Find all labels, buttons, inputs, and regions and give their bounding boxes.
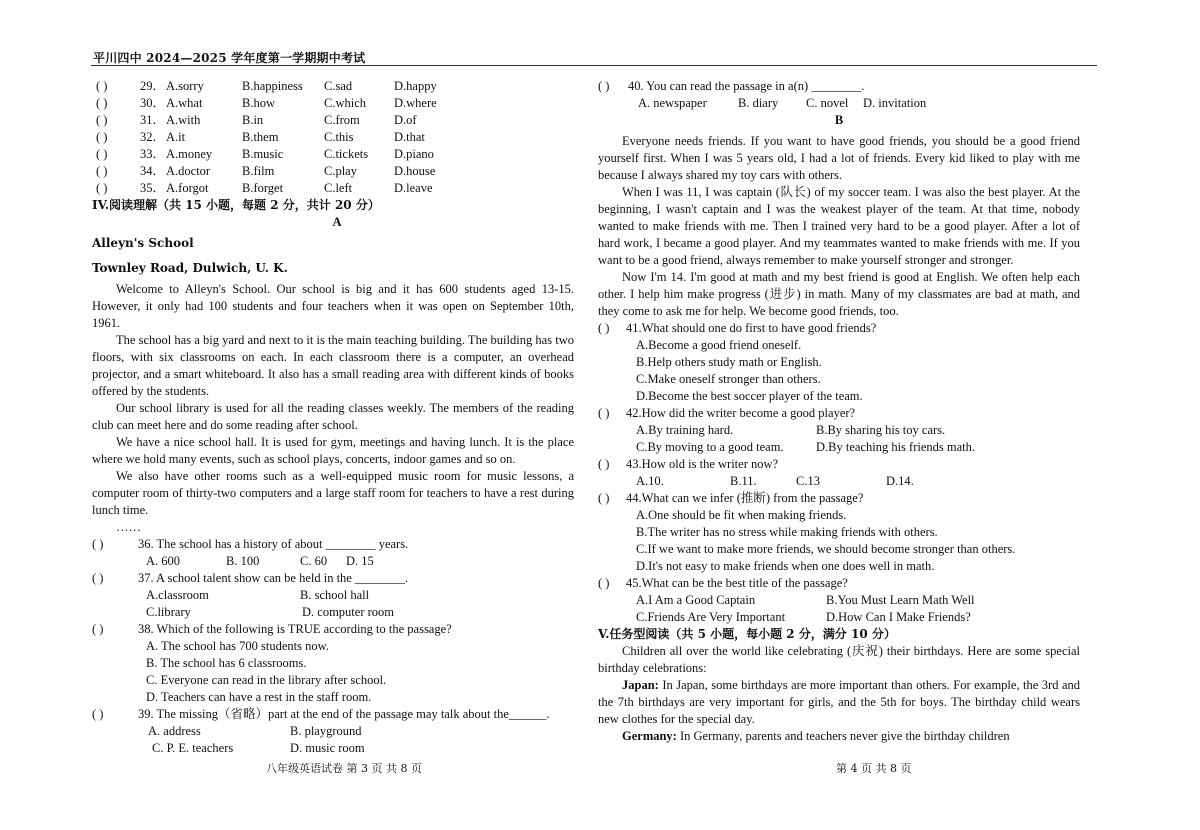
option: A.I Am a Good Captain: [636, 593, 756, 607]
answer-blank[interactable]: ( ): [598, 406, 610, 420]
option: B.how: [242, 96, 275, 110]
question-45-options: [598, 609, 1080, 626]
option: A.classroom: [146, 588, 209, 602]
question-44: [598, 490, 1080, 507]
option: B. The school has 6 classrooms.: [146, 656, 307, 670]
option: B.music: [242, 147, 284, 161]
left-column: [92, 78, 574, 757]
question-39: [92, 706, 574, 723]
exam-header: 平川四中 2024—2025 学年度第一学期期中考试: [93, 51, 366, 65]
japan-label: Japan:: [622, 678, 659, 692]
option: B.11.: [730, 474, 757, 488]
question-text: 41.What should one do first to have good friends?: [626, 321, 877, 335]
answer-blank[interactable]: ( ): [598, 491, 610, 505]
option: B.happiness: [242, 79, 303, 93]
question-42: [598, 405, 1080, 422]
answer-blank[interactable]: ( ): [92, 707, 104, 721]
option: C.play: [324, 164, 357, 178]
cloze-row: [92, 163, 574, 180]
option: D.It's not easy to make friends when one does well in math.: [636, 559, 935, 573]
answer-blank[interactable]: ( ): [96, 147, 108, 161]
option: C.Make oneself stronger than others.: [636, 372, 821, 386]
question-39-options: [92, 723, 574, 740]
germany-label: Germany:: [622, 729, 677, 743]
option: C.library: [146, 605, 191, 619]
answer-blank[interactable]: ( ): [96, 164, 108, 178]
option: D. music room: [290, 741, 365, 755]
japan-text: In Japan, some birthdays are more important than others. For example, the 3rd and the 7th birthdays are very important for girls, and the 5th for boys. The birthday child wears new clothes for the special day.: [598, 678, 1080, 726]
answer-blank[interactable]: ( ): [92, 571, 104, 585]
question-43: [598, 456, 1080, 473]
option: C.which: [324, 96, 367, 110]
cloze-row: [92, 129, 574, 146]
question-text: 42.How did the writer become a good player?: [626, 406, 856, 420]
school-address: Townley Road, Dulwich, U. K.: [92, 261, 288, 275]
option: B.forget: [242, 181, 284, 195]
option: C. 60: [300, 554, 328, 568]
option: C.If we want to make more friends, we should become stronger than others.: [636, 542, 1016, 556]
question-text: 39. The missing（省略）part at the end of the passage may talk about the______.: [138, 707, 550, 721]
right-page-footer: 第 4 页 共 8 页: [836, 762, 912, 775]
question-39-options: [92, 740, 574, 757]
question-text: 38. Which of the following is TRUE according to the passage?: [138, 622, 452, 636]
question-40-options: [598, 95, 1080, 112]
question-37-options: [92, 587, 574, 604]
answer-blank[interactable]: ( ): [598, 321, 610, 335]
question-text: 44.What can we infer (推断) from the passage?: [626, 491, 864, 505]
passage-a-paragraph: We have a nice school hall. It is used for gym, meetings and having lunch. It is the place where we hold many events, such as school plays, concerts, indoor games and so on.: [92, 435, 574, 466]
option: D.of: [394, 113, 417, 127]
option: C.from: [324, 113, 360, 127]
section5-title: V.任务型阅读（共 5 小题，每小题 2 分，满分 10 分）: [598, 627, 896, 641]
option: A.what: [166, 96, 203, 110]
option: D.house: [394, 164, 436, 178]
option: B.in: [242, 113, 264, 127]
passage-b-paragraph: Everyone needs friends. If you want to have good friends, you should be a good friend yourself first. When I was 5 years old, I had a lot of friends. Every kid liked to play with me because I always shared my toy cars with others.: [598, 134, 1080, 182]
option: C.left: [324, 181, 353, 195]
option: A.10.: [636, 474, 664, 488]
question-45-options: [598, 592, 1080, 609]
option: C.By moving to a good team.: [636, 440, 784, 454]
answer-blank[interactable]: ( ): [92, 622, 104, 636]
passage-b-paragraph: When I was 11, I was captain (队长) of my soccer team. I was also the best player. At the beginning, I wasn't captain and I was the weakest player of the team. At that time, nobody wanted to make friends with me. Then I trained very hard to be a good player. After a lot of hard work, I became a good player. And my teammates wanted to make friends with me. If you want to be a good friend, always remember to make yourself stronger and stronger.: [598, 185, 1080, 267]
cloze-row: [92, 78, 574, 95]
option: D.How Can I Make Friends?: [826, 610, 971, 624]
passage-a-paragraph: The school has a big yard and next to it is the main teaching building. The building has two floors, with six classrooms on each. In each classroom there is a computer, an overhead projector, and a smart whiteboard. It also has a small reading area with different kinds of books offered by the students.: [92, 333, 574, 398]
question-42-options: [598, 439, 1080, 456]
question-text: 43.How old is the writer now?: [626, 457, 779, 471]
question-37-options: [92, 604, 574, 621]
answer-blank[interactable]: ( ): [96, 113, 108, 127]
germany-text: In Germany, parents and teachers never give the birthday children: [679, 729, 1010, 743]
option: B.The writer has no stress while making friends with others.: [636, 525, 938, 539]
option: A.forgot: [166, 181, 209, 195]
question-text: 45.What can be the best title of the passage?: [626, 576, 848, 590]
answer-blank[interactable]: ( ): [96, 181, 108, 195]
option: D.By teaching his friends math.: [816, 440, 975, 454]
option: B. diary: [738, 96, 779, 110]
option: A. newspaper: [638, 96, 707, 110]
answer-blank[interactable]: ( ): [598, 576, 610, 590]
cloze-options: [92, 78, 574, 197]
question-42-options: [598, 422, 1080, 439]
option: B. school hall: [300, 588, 370, 602]
question-number: 34．: [140, 164, 166, 178]
option: B. playground: [290, 724, 362, 738]
answer-blank[interactable]: ( ): [92, 537, 104, 551]
cloze-row: [92, 180, 574, 197]
passage-a-paragraph: Our school library is used for all the reading classes weekly. The members of the reading club can meet here and do some reading after school.: [92, 401, 574, 432]
answer-blank[interactable]: ( ): [96, 96, 108, 110]
option: C.13: [796, 474, 820, 488]
option: C. P. E. teachers: [152, 741, 234, 755]
option: A. The school has 700 students now.: [146, 639, 329, 653]
passage-a-paragraph: Welcome to Alleyn's School. Our school is big and it has 600 students aged 13-15. However, it only had 100 students and four teachers when it was open on September 10th, 1961.: [92, 282, 574, 330]
option: D.leave: [394, 181, 433, 195]
option: A.doctor: [166, 164, 211, 178]
question-36: [92, 536, 574, 553]
option: D.piano: [394, 147, 434, 161]
option: A.with: [166, 113, 201, 127]
passage-a-label: A: [332, 215, 342, 229]
option: D. 15: [346, 554, 374, 568]
question-number: 33．: [140, 147, 166, 161]
answer-blank[interactable]: ( ): [598, 457, 610, 471]
question-text: 37. A school talent show can be held in the ________.: [138, 571, 409, 585]
option: B. 100: [226, 554, 260, 568]
question-text: 36. The school has a history of about ________ years.: [138, 537, 409, 551]
question-45: [598, 575, 1080, 592]
header-divider: [91, 65, 1097, 66]
option: D.that: [394, 130, 425, 144]
option: D.happy: [394, 79, 437, 93]
question-number: 29．: [140, 79, 166, 93]
option: D. computer room: [302, 605, 394, 619]
option: B.Help others study math or English.: [636, 355, 822, 369]
option: B.By sharing his toy cars.: [816, 423, 946, 437]
passage-a-paragraph: We also have other rooms such as a well-equipped music room for music lessons, a computer room of thirty-two computers and a large staff room for teachers to have a rest during lunch time.: [92, 469, 574, 517]
option: A.sorry: [166, 79, 204, 93]
answer-blank[interactable]: ( ): [598, 79, 610, 93]
option: D.14.: [886, 474, 914, 488]
option: A. address: [148, 724, 201, 738]
left-page-footer: 八年级英语试卷 第 3 页 共 8 页: [266, 762, 422, 775]
germany-paragraph: [598, 728, 1080, 745]
option: C.tickets: [324, 147, 369, 161]
task-intro: Children all over the world like celebrating (庆祝) their birthdays. Here are some special birthday celebrations:: [598, 644, 1080, 675]
option: A. 600: [146, 554, 181, 568]
question-37: [92, 570, 574, 587]
question-number: 32．: [140, 130, 166, 144]
option: B.film: [242, 164, 275, 178]
option: A.Become a good friend oneself.: [636, 338, 802, 352]
answer-blank[interactable]: ( ): [96, 130, 108, 144]
option: A.it: [166, 130, 186, 144]
ellipsis: ……: [116, 520, 141, 534]
option: C.this: [324, 130, 354, 144]
option: A.By training hard.: [636, 423, 734, 437]
section4-title: IV.阅读理解（共 15 小题，每题 2 分，共计 20 分）: [92, 198, 380, 212]
question-number: 30．: [140, 96, 166, 110]
cloze-row: [92, 112, 574, 129]
cloze-row: [92, 95, 574, 112]
cloze-row: [92, 146, 574, 163]
option: D.Become the best soccer player of the team.: [636, 389, 863, 403]
question-number: 31．: [140, 113, 166, 127]
japan-paragraph: [598, 677, 1080, 728]
option: C. novel: [806, 96, 849, 110]
question-number: 35．: [140, 181, 166, 195]
question-text: 40. You can read the passage in a(n) ________.: [628, 79, 865, 93]
option: C.Friends Are Very Important: [636, 610, 786, 624]
question-40: [598, 78, 1080, 95]
option: C.sad: [324, 79, 353, 93]
passage-b-paragraph: Now I'm 14. I'm good at math and my best friend is good at English. We often help each other. I help him make progress (进步) in math. Many of my classmates are bad at math, and they come to ask me for help. We become good friends, too.: [598, 270, 1080, 318]
option: B.You Must Learn Math Well: [826, 593, 975, 607]
option: D.where: [394, 96, 437, 110]
option: A.money: [166, 147, 213, 161]
question-43-options: [598, 473, 1080, 490]
answer-blank[interactable]: ( ): [96, 79, 108, 93]
passage-b-label: B: [834, 113, 844, 127]
question-41: [598, 320, 1080, 337]
option: C. Everyone can read in the library after school.: [146, 673, 387, 687]
option: D. invitation: [863, 96, 927, 110]
option: D. Teachers can have a rest in the staff room.: [146, 690, 372, 704]
question-38: [92, 621, 574, 638]
question-36-options: [92, 553, 574, 570]
option: B.them: [242, 130, 279, 144]
right-column: [598, 78, 1080, 745]
school-name: Alleyn's School: [92, 236, 194, 250]
option: A.One should be fit when making friends.: [636, 508, 847, 522]
